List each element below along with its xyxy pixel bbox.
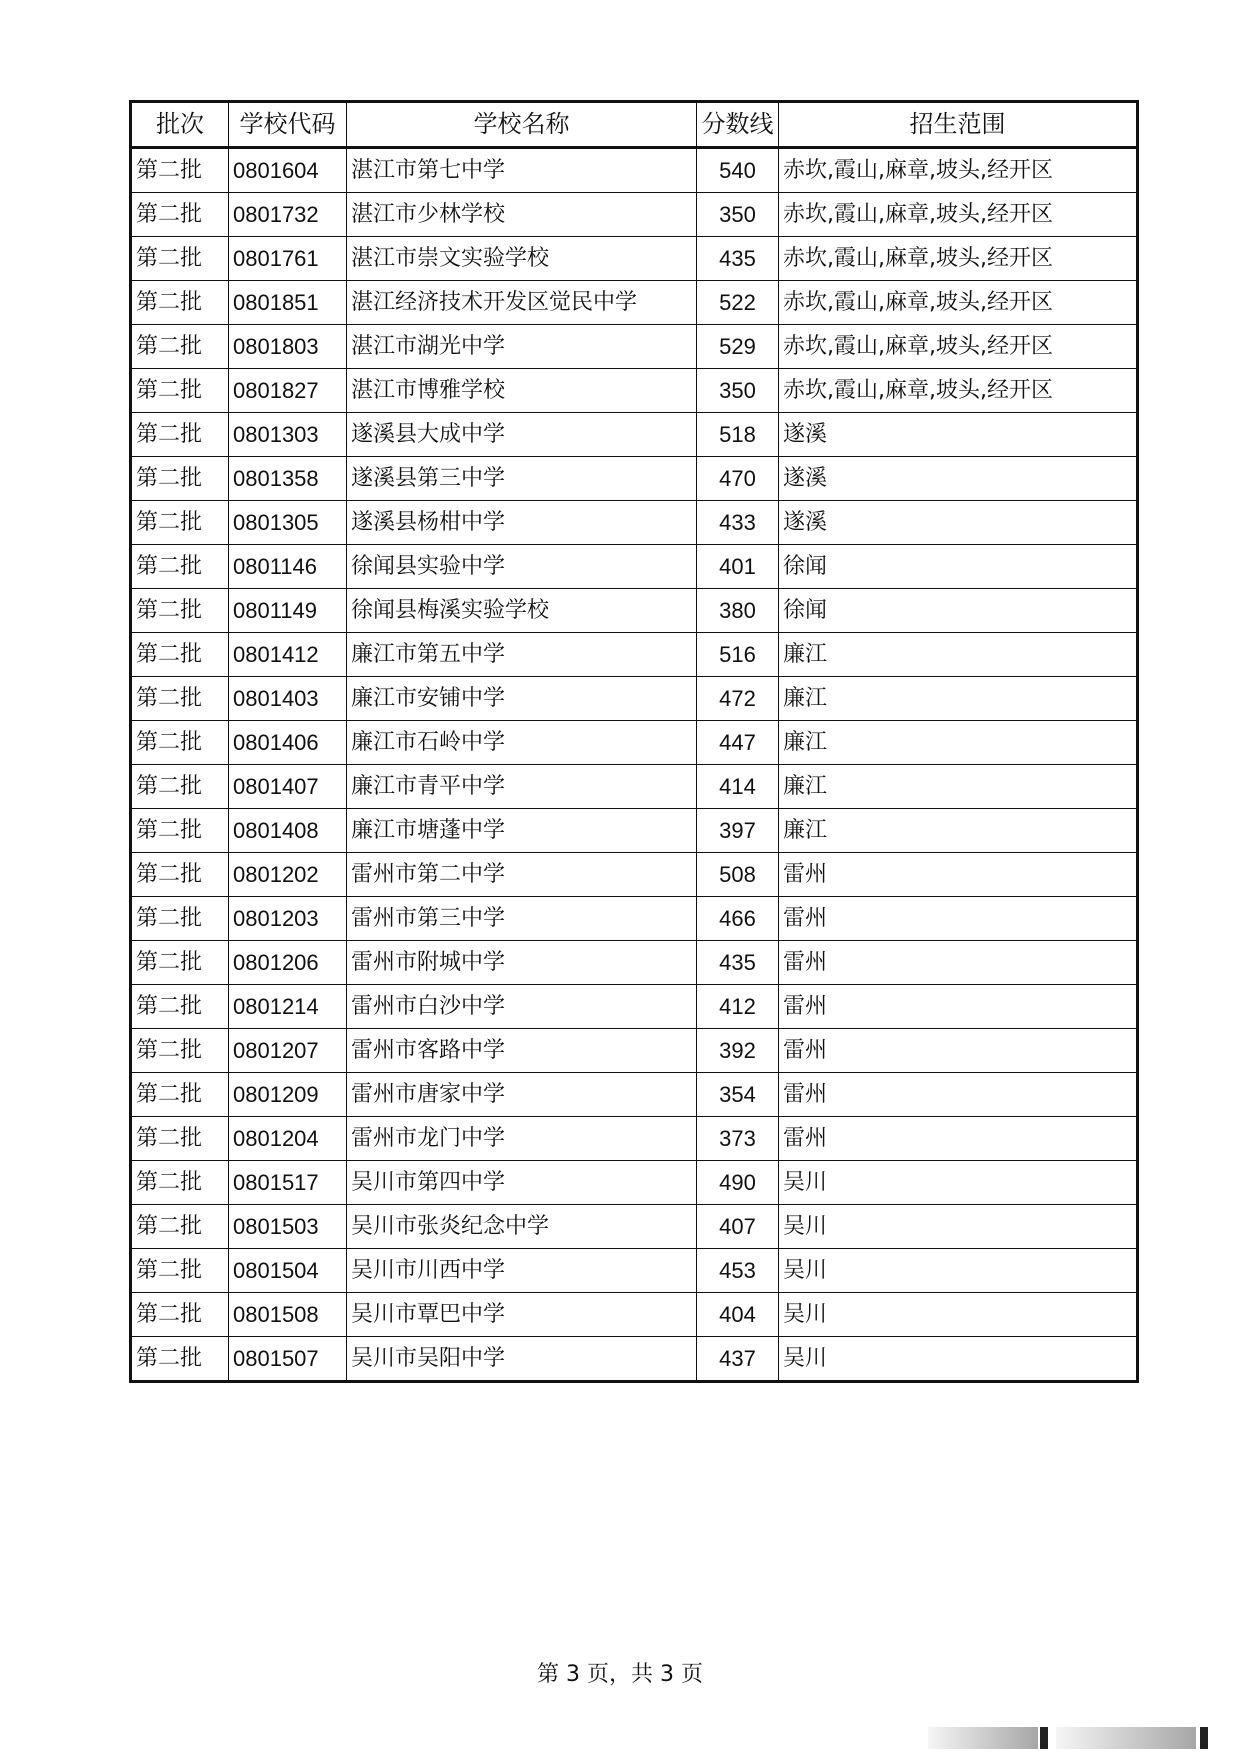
school-name-cell: 吴川市第四中学 (347, 1161, 697, 1205)
batch-cell: 第二批 (131, 941, 229, 985)
school-code-cell: 0801407 (229, 765, 347, 809)
school-name-cell: 遂溪县大成中学 (347, 413, 697, 457)
school-code-cell: 0801203 (229, 897, 347, 941)
enrollment-range-cell: 赤坎,霞山,麻章,坡头,经开区 (779, 369, 1138, 413)
enrollment-range-cell: 雷州 (779, 985, 1138, 1029)
school-name-cell: 廉江市塘蓬中学 (347, 809, 697, 853)
batch-cell: 第二批 (131, 237, 229, 281)
score-line-cell: 447 (697, 721, 779, 765)
batch-cell: 第二批 (131, 369, 229, 413)
school-name-cell: 雷州市第二中学 (347, 853, 697, 897)
school-code-cell: 0801403 (229, 677, 347, 721)
table-body (131, 148, 1138, 1382)
score-line-cell: 490 (697, 1161, 779, 1205)
batch-cell: 第二批 (131, 1161, 229, 1205)
score-line-cell: 518 (697, 413, 779, 457)
enrollment-range-cell: 赤坎,霞山,麻章,坡头,经开区 (779, 281, 1138, 325)
school-name-cell: 吴川市覃巴中学 (347, 1293, 697, 1337)
school-name-cell: 廉江市石岭中学 (347, 721, 697, 765)
score-line-cell: 407 (697, 1205, 779, 1249)
batch-cell: 第二批 (131, 148, 229, 193)
school-code-cell: 0801503 (229, 1205, 347, 1249)
table-row (131, 457, 1138, 501)
score-line-cell: 414 (697, 765, 779, 809)
school-name-cell: 雷州市龙门中学 (347, 1117, 697, 1161)
batch-cell: 第二批 (131, 765, 229, 809)
header-school-name: 学校名称 (347, 102, 697, 148)
table-row (131, 985, 1138, 1029)
batch-cell: 第二批 (131, 1337, 229, 1382)
batch-cell: 第二批 (131, 677, 229, 721)
score-line-cell: 516 (697, 633, 779, 677)
school-code-cell: 0801146 (229, 545, 347, 589)
score-line-cell: 508 (697, 853, 779, 897)
school-name-cell: 廉江市第五中学 (347, 633, 697, 677)
batch-cell: 第二批 (131, 193, 229, 237)
school-name-cell: 徐闻县实验中学 (347, 545, 697, 589)
table-row (131, 765, 1138, 809)
school-name-cell: 廉江市安铺中学 (347, 677, 697, 721)
score-line-cell: 540 (697, 148, 779, 193)
enrollment-range-cell: 雷州 (779, 941, 1138, 985)
school-name-cell: 吴川市吴阳中学 (347, 1337, 697, 1382)
school-name-cell: 雷州市唐家中学 (347, 1073, 697, 1117)
school-name-cell: 湛江市博雅学校 (347, 369, 697, 413)
header-enrollment-range: 招生范围 (779, 102, 1138, 148)
enrollment-range-cell: 廉江 (779, 677, 1138, 721)
table-row (131, 897, 1138, 941)
scan-edge-mark (928, 1727, 1210, 1749)
admission-score-table (129, 100, 1139, 1383)
school-code-cell: 0801214 (229, 985, 347, 1029)
school-name-cell: 吴川市川西中学 (347, 1249, 697, 1293)
batch-cell: 第二批 (131, 1073, 229, 1117)
enrollment-range-cell: 雷州 (779, 1117, 1138, 1161)
score-line-cell: 472 (697, 677, 779, 721)
school-code-cell: 0801761 (229, 237, 347, 281)
score-line-cell: 466 (697, 897, 779, 941)
header-score-line: 分数线 (697, 102, 779, 148)
enrollment-range-cell: 吴川 (779, 1161, 1138, 1205)
school-name-cell: 廉江市青平中学 (347, 765, 697, 809)
table-row (131, 633, 1138, 677)
score-line-cell: 435 (697, 237, 779, 281)
school-code-cell: 0801412 (229, 633, 347, 677)
school-name-cell: 雷州市客路中学 (347, 1029, 697, 1073)
batch-cell: 第二批 (131, 633, 229, 677)
table-row (131, 1205, 1138, 1249)
enrollment-range-cell: 赤坎,霞山,麻章,坡头,经开区 (779, 237, 1138, 281)
batch-cell: 第二批 (131, 281, 229, 325)
score-line-cell: 354 (697, 1073, 779, 1117)
school-code-cell: 0801207 (229, 1029, 347, 1073)
school-name-cell: 湛江市第七中学 (347, 148, 697, 193)
batch-cell: 第二批 (131, 589, 229, 633)
enrollment-range-cell: 赤坎,霞山,麻章,坡头,经开区 (779, 193, 1138, 237)
enrollment-range-cell: 雷州 (779, 1029, 1138, 1073)
enrollment-range-cell: 徐闻 (779, 589, 1138, 633)
enrollment-range-cell: 吴川 (779, 1337, 1138, 1382)
table-row (131, 853, 1138, 897)
score-line-cell: 397 (697, 809, 779, 853)
score-line-cell: 453 (697, 1249, 779, 1293)
enrollment-range-cell: 廉江 (779, 765, 1138, 809)
school-code-cell: 0801305 (229, 501, 347, 545)
enrollment-range-cell: 吴川 (779, 1293, 1138, 1337)
school-name-cell: 湛江市湖光中学 (347, 325, 697, 369)
enrollment-range-cell: 赤坎,霞山,麻章,坡头,经开区 (779, 325, 1138, 369)
school-code-cell: 0801504 (229, 1249, 347, 1293)
score-line-cell: 404 (697, 1293, 779, 1337)
batch-cell: 第二批 (131, 721, 229, 765)
enrollment-range-cell: 雷州 (779, 853, 1138, 897)
table-row (131, 1161, 1138, 1205)
school-name-cell: 湛江市崇文实验学校 (347, 237, 697, 281)
school-name-cell: 遂溪县第三中学 (347, 457, 697, 501)
batch-cell: 第二批 (131, 985, 229, 1029)
table-header (131, 102, 1138, 148)
score-line-cell: 470 (697, 457, 779, 501)
batch-cell: 第二批 (131, 545, 229, 589)
school-code-cell: 0801149 (229, 589, 347, 633)
score-line-cell: 522 (697, 281, 779, 325)
school-code-cell: 0801517 (229, 1161, 347, 1205)
enrollment-range-cell: 廉江 (779, 721, 1138, 765)
table-row (131, 1249, 1138, 1293)
school-name-cell: 徐闻县梅溪实验学校 (347, 589, 697, 633)
school-code-cell: 0801803 (229, 325, 347, 369)
batch-cell: 第二批 (131, 1205, 229, 1249)
enrollment-range-cell: 赤坎,霞山,麻章,坡头,经开区 (779, 148, 1138, 193)
scan-bar-right (1056, 1727, 1196, 1749)
score-line-cell: 401 (697, 545, 779, 589)
table-row (131, 1337, 1138, 1382)
enrollment-range-cell: 徐闻 (779, 545, 1138, 589)
batch-cell: 第二批 (131, 1117, 229, 1161)
score-line-cell: 373 (697, 1117, 779, 1161)
enrollment-range-cell: 吴川 (779, 1205, 1138, 1249)
enrollment-range-cell: 遂溪 (779, 457, 1138, 501)
score-line-cell: 380 (697, 589, 779, 633)
table-row (131, 677, 1138, 721)
score-line-cell: 350 (697, 369, 779, 413)
table-row (131, 193, 1138, 237)
table-row (131, 1117, 1138, 1161)
page-number: 第 3 页，共 3 页 (537, 1662, 703, 1687)
batch-cell: 第二批 (131, 853, 229, 897)
table-row (131, 1029, 1138, 1073)
school-code-cell: 0801202 (229, 853, 347, 897)
school-name-cell: 吴川市张炎纪念中学 (347, 1205, 697, 1249)
score-line-cell: 392 (697, 1029, 779, 1073)
batch-cell: 第二批 (131, 1249, 229, 1293)
table-row (131, 148, 1138, 193)
scan-bar-left (928, 1727, 1038, 1749)
header-batch: 批次 (131, 102, 229, 148)
school-code-cell: 0801604 (229, 148, 347, 193)
batch-cell: 第二批 (131, 1029, 229, 1073)
table-row (131, 501, 1138, 545)
enrollment-range-cell: 雷州 (779, 1073, 1138, 1117)
table-row (131, 941, 1138, 985)
school-name-cell: 湛江市少林学校 (347, 193, 697, 237)
table-row (131, 413, 1138, 457)
table-row (131, 325, 1138, 369)
batch-cell: 第二批 (131, 457, 229, 501)
enrollment-range-cell: 遂溪 (779, 413, 1138, 457)
enrollment-range-cell: 廉江 (779, 633, 1138, 677)
school-name-cell: 雷州市附城中学 (347, 941, 697, 985)
header-school-code: 学校代码 (229, 102, 347, 148)
table-row (131, 281, 1138, 325)
school-code-cell: 0801827 (229, 369, 347, 413)
school-code-cell: 0801406 (229, 721, 347, 765)
score-line-cell: 412 (697, 985, 779, 1029)
batch-cell: 第二批 (131, 809, 229, 853)
school-name-cell: 遂溪县杨柑中学 (347, 501, 697, 545)
school-code-cell: 0801204 (229, 1117, 347, 1161)
table-row (131, 237, 1138, 281)
scan-bar-cap-right (1200, 1727, 1208, 1749)
table-row (131, 721, 1138, 765)
enrollment-range-cell: 吴川 (779, 1249, 1138, 1293)
score-line-cell: 350 (697, 193, 779, 237)
score-line-cell: 529 (697, 325, 779, 369)
score-line-cell: 433 (697, 501, 779, 545)
batch-cell: 第二批 (131, 501, 229, 545)
enrollment-range-cell: 廉江 (779, 809, 1138, 853)
school-code-cell: 0801209 (229, 1073, 347, 1117)
school-code-cell: 0801303 (229, 413, 347, 457)
score-line-cell: 437 (697, 1337, 779, 1382)
table-row (131, 369, 1138, 413)
table-row (131, 1073, 1138, 1117)
table-row (131, 589, 1138, 633)
table-row (131, 809, 1138, 853)
school-code-cell: 0801206 (229, 941, 347, 985)
school-code-cell: 0801358 (229, 457, 347, 501)
score-line-cell: 435 (697, 941, 779, 985)
enrollment-range-cell: 遂溪 (779, 501, 1138, 545)
school-name-cell: 雷州市第三中学 (347, 897, 697, 941)
school-name-cell: 湛江经济技术开发区觉民中学 (347, 281, 697, 325)
school-code-cell: 0801732 (229, 193, 347, 237)
batch-cell: 第二批 (131, 325, 229, 369)
batch-cell: 第二批 (131, 897, 229, 941)
school-code-cell: 0801508 (229, 1293, 347, 1337)
table-row (131, 545, 1138, 589)
school-name-cell: 雷州市白沙中学 (347, 985, 697, 1029)
school-code-cell: 0801507 (229, 1337, 347, 1382)
batch-cell: 第二批 (131, 1293, 229, 1337)
enrollment-range-cell: 雷州 (779, 897, 1138, 941)
batch-cell: 第二批 (131, 413, 229, 457)
school-code-cell: 0801408 (229, 809, 347, 853)
table-row (131, 1293, 1138, 1337)
school-code-cell: 0801851 (229, 281, 347, 325)
scan-bar-cap-left (1040, 1727, 1048, 1749)
header-row (131, 102, 1138, 148)
